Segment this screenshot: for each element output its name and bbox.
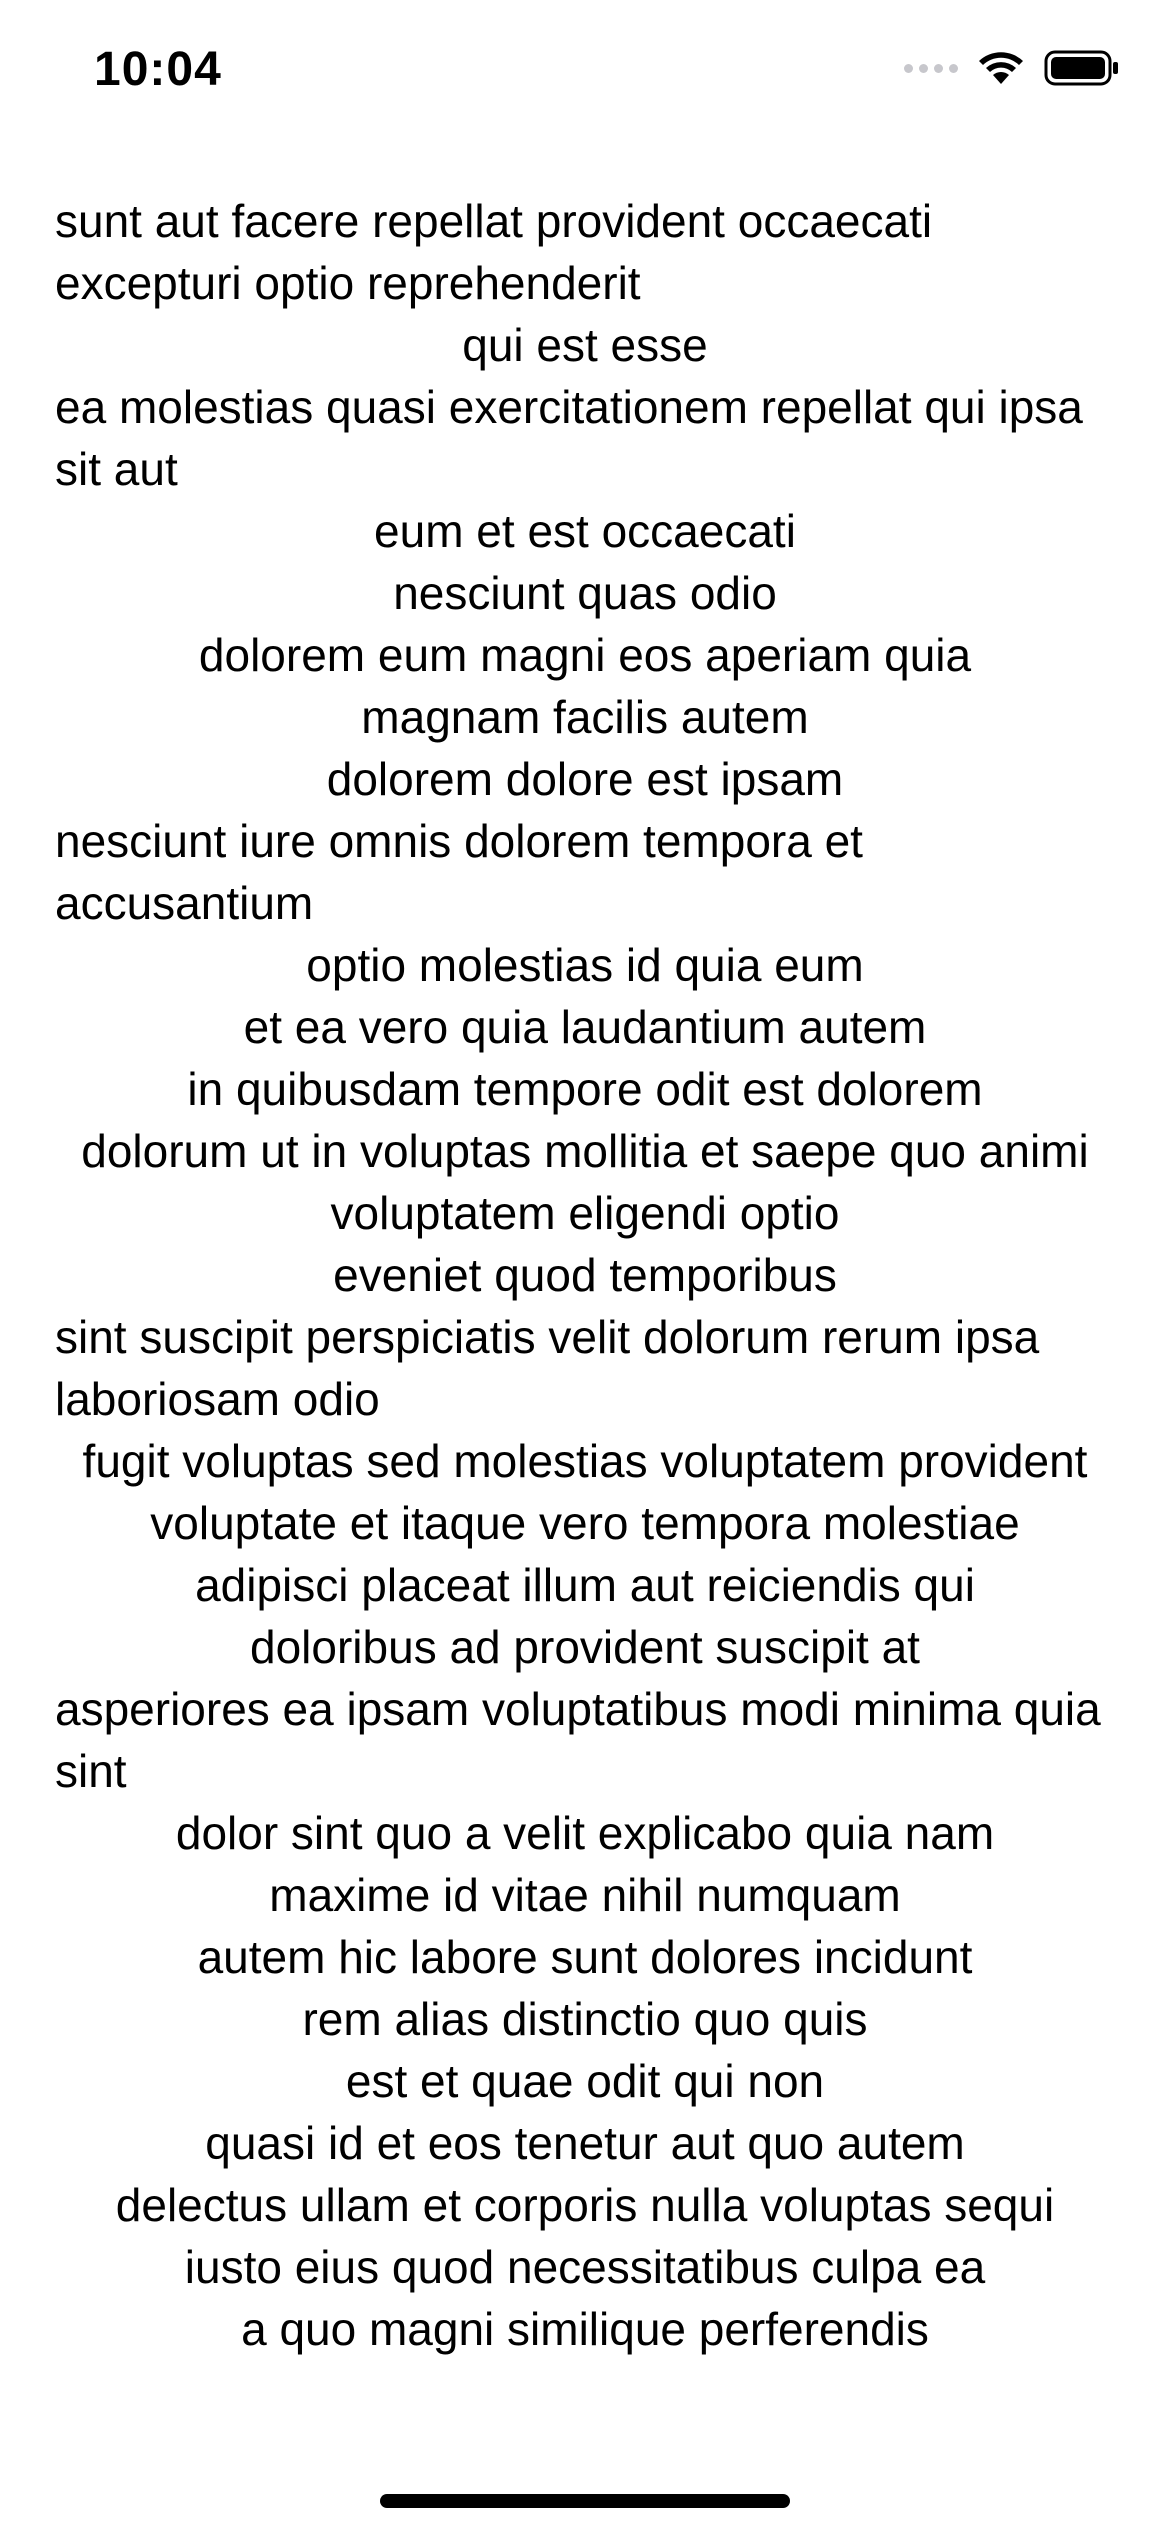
post-title: asperiores ea ipsam voluptatibus modi minima quia sint bbox=[55, 1683, 1101, 1797]
list-item[interactable] bbox=[0, 562, 1170, 624]
post-title: voluptatem eligendi optio bbox=[330, 1187, 840, 1239]
post-title: est et quae odit qui non bbox=[345, 2055, 825, 2107]
list-item[interactable] bbox=[0, 2298, 1170, 2360]
battery-icon bbox=[1044, 50, 1120, 86]
list-item[interactable] bbox=[0, 1802, 1170, 1864]
list-item[interactable] bbox=[0, 1864, 1170, 1926]
posts-list[interactable] bbox=[0, 190, 1170, 2360]
list-item[interactable] bbox=[0, 1244, 1170, 1306]
list-item[interactable] bbox=[0, 190, 1170, 314]
post-title: in quibusdam tempore odit est dolorem bbox=[187, 1063, 983, 1115]
post-title: sunt aut facere repellat provident occaecati excepturi optio reprehenderit bbox=[55, 195, 933, 309]
list-item[interactable] bbox=[0, 748, 1170, 810]
status-icons bbox=[904, 50, 1120, 86]
list-item[interactable] bbox=[0, 376, 1170, 500]
post-title: sint suscipit perspiciatis velit dolorum rerum ipsa laboriosam odio bbox=[55, 1311, 1040, 1425]
post-title: dolorem eum magni eos aperiam quia bbox=[198, 629, 972, 681]
list-item[interactable] bbox=[0, 686, 1170, 748]
list-item[interactable] bbox=[0, 2050, 1170, 2112]
status-time: 10:04 bbox=[94, 43, 222, 96]
post-title: delectus ullam et corporis nulla voluptas sequi bbox=[115, 2179, 1055, 2231]
post-title: ea molestias quasi exercitationem repellat qui ipsa sit aut bbox=[55, 381, 1083, 495]
status-bar bbox=[0, 0, 1170, 150]
post-title: dolor sint quo a velit explicabo quia nam bbox=[175, 1807, 995, 1859]
list-item[interactable] bbox=[0, 1988, 1170, 2050]
list-item[interactable] bbox=[0, 1492, 1170, 1554]
list-item[interactable] bbox=[0, 500, 1170, 562]
post-title: quasi id et eos tenetur aut quo autem bbox=[205, 2117, 965, 2169]
post-title: doloribus ad provident suscipit at bbox=[250, 1621, 920, 1673]
list-item[interactable] bbox=[0, 1182, 1170, 1244]
list-item[interactable] bbox=[0, 810, 1170, 934]
list-item[interactable] bbox=[0, 996, 1170, 1058]
post-title: rem alias distinctio quo quis bbox=[302, 1993, 868, 2045]
list-item[interactable] bbox=[0, 2112, 1170, 2174]
post-title: a quo magni similique perferendis bbox=[241, 2303, 929, 2355]
post-title: nesciunt quas odio bbox=[393, 567, 777, 619]
post-title: qui est esse bbox=[462, 319, 708, 371]
list-item[interactable] bbox=[0, 1120, 1170, 1182]
list-item[interactable] bbox=[0, 1616, 1170, 1678]
list-item[interactable] bbox=[0, 1430, 1170, 1492]
list-item[interactable] bbox=[0, 314, 1170, 376]
post-title: voluptate et itaque vero tempora molestiae bbox=[150, 1497, 1020, 1549]
wifi-icon bbox=[976, 50, 1026, 86]
post-title: adipisci placeat illum aut reiciendis qui bbox=[195, 1559, 975, 1611]
list-item[interactable] bbox=[0, 2174, 1170, 2236]
post-title: maxime id vitae nihil numquam bbox=[269, 1869, 901, 1921]
list-item[interactable] bbox=[0, 934, 1170, 996]
post-title: dolorem dolore est ipsam bbox=[326, 753, 844, 805]
list-item[interactable] bbox=[0, 1926, 1170, 1988]
list-item[interactable] bbox=[0, 1678, 1170, 1802]
post-title: autem hic labore sunt dolores incidunt bbox=[197, 1931, 973, 1983]
post-title: iusto eius quod necessitatibus culpa ea bbox=[184, 2241, 986, 2293]
post-title: dolorum ut in voluptas mollitia et saepe quo animi bbox=[81, 1125, 1089, 1177]
post-title: magnam facilis autem bbox=[361, 691, 809, 743]
signal-icon bbox=[904, 64, 958, 73]
post-title: nesciunt iure omnis dolorem tempora et accusantium bbox=[55, 815, 863, 929]
post-title: eveniet quod temporibus bbox=[333, 1249, 837, 1301]
list-item[interactable] bbox=[0, 624, 1170, 686]
list-item[interactable] bbox=[0, 1058, 1170, 1120]
post-title: optio molestias id quia eum bbox=[306, 939, 864, 991]
list-item[interactable] bbox=[0, 1306, 1170, 1430]
post-title: fugit voluptas sed molestias voluptatem provident bbox=[82, 1435, 1088, 1487]
list-item[interactable] bbox=[0, 1554, 1170, 1616]
home-indicator[interactable] bbox=[380, 2494, 790, 2508]
post-title: et ea vero quia laudantium autem bbox=[243, 1001, 927, 1053]
post-title: eum et est occaecati bbox=[374, 505, 796, 557]
list-item[interactable] bbox=[0, 2236, 1170, 2298]
